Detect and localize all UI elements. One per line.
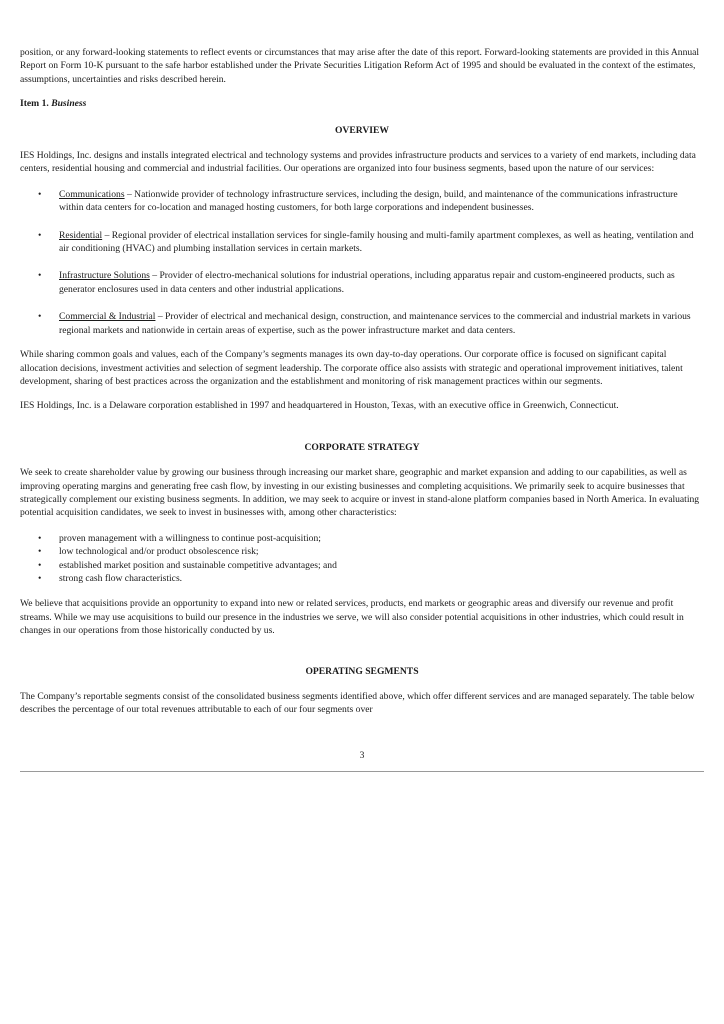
characteristic-item bbox=[20, 572, 704, 585]
item-heading bbox=[20, 97, 704, 110]
segment-description: – Regional provider of electrical installation services for single-family housing and multi-family apartment complexes, as well as heating, ventilation and air conditioning (HVAC) and plumbing installation services in certain markets. bbox=[59, 229, 694, 255]
bullet-icon: • bbox=[38, 532, 42, 544]
page-divider bbox=[20, 771, 704, 772]
item-title: Business bbox=[51, 98, 87, 110]
bullet-icon: • bbox=[38, 311, 42, 323]
incorporation-paragraph: IES Holdings, Inc. is a Delaware corporation established in 1997 and headquartered in Houston, Texas, with an executive office in Greenwich, Connecticut. bbox=[20, 400, 619, 412]
bullet-icon: • bbox=[38, 270, 42, 282]
operating-segments-heading: OPERATING SEGMENTS bbox=[305, 665, 419, 677]
overview-intro: IES Holdings, Inc. designs and installs integrated electrical and technology systems and provides infrastructure products and services to a variety of end markets, including data centers, residential housing and commercial and industrial facilities. Our operations are organized into four business segments, based upon the nature of our services: bbox=[20, 150, 696, 175]
bullet-icon: • bbox=[38, 546, 42, 558]
bullet-icon: • bbox=[38, 229, 42, 241]
segment-list bbox=[20, 188, 704, 337]
item-label: Item 1. bbox=[20, 98, 49, 110]
segment-name: Infrastructure Solutions bbox=[59, 270, 150, 282]
strategy-closing: We believe that acquisitions provide an opportunity to expand into new or related services, products, end markets or geographic areas and diversify our revenue and profit streams. While we may use acquisitions to build our presence in the industries we serve, we will also consider potential acquisitions in other industries, which could result in changes in our operations from those historically conducted by us. bbox=[20, 598, 684, 637]
segment-name: Residential bbox=[59, 229, 103, 241]
characteristic-item bbox=[20, 545, 704, 558]
segment-name: Communications bbox=[59, 188, 125, 200]
characteristics-list bbox=[20, 532, 704, 586]
characteristic-text: low technological and/or product obsolescence risk; bbox=[59, 546, 259, 558]
intro-fragment: position, or any forward-looking statements to reflect events or circumstances that may arise after the date of this report. Forward-looking statements are provided in this Annual Report on Form 10-K pursuant to the safe harbor established under the Private Securities Litigation Reform Act of 1995 and should be evaluated in the context of the estimates, assumptions, uncertainties and risks described herein. bbox=[20, 47, 700, 85]
bullet-icon: • bbox=[38, 188, 42, 200]
segment-item-infrastructure-solutions bbox=[20, 269, 704, 296]
corporate-strategy-heading: CORPORATE STRATEGY bbox=[304, 441, 420, 453]
characteristic-text: strong cash flow characteristics. bbox=[59, 572, 183, 584]
strategy-intro: We seek to create shareholder value by growing our business through increasing our market share, geographic and market expansion and adding to our capabilities, as well as improving operating margins and generating free cash flow, by investing in our existing businesses and completing acquisitions. We primarily seek to acquire businesses that strategically complement our existing business segments. In addition, we may seek to acquire or invest in stand-alone platform companies based in North America. In evaluating potential acquisition candidates, we seek to invest in businesses with, among other characteristics: bbox=[20, 467, 700, 519]
characteristic-text: established market position and sustainable competitive advantages; and bbox=[59, 559, 337, 571]
page-number: 3 bbox=[359, 749, 365, 761]
characteristic-text: proven management with a willingness to continue post-acquisition; bbox=[59, 532, 321, 544]
segment-item-residential bbox=[20, 229, 704, 256]
operating-segments-intro: The Company’s reportable segments consist of the consolidated business segments identified above, which offer different services and are managed separately. The table below describes the percentage of our total revenues attributable to each of our four segments over bbox=[20, 691, 695, 716]
segment-description: – Provider of electro-mechanical solutions for industrial operations, including apparatus repair and custom-engineered products, such as generator enclosures used in data centers and other industrial applications. bbox=[59, 270, 675, 295]
segment-item-commercial-industrial bbox=[20, 310, 704, 337]
shared-goals-paragraph: While sharing common goals and values, each of the Company’s segments manages its own day-to-day operations. Our corporate office is focused on significant capital allocation decisions, investment activities and selection of segment leadership. The corporate office also assists with strategic and operational improvement initiatives, talent development, sharing of best practices across the organization and the establishment and monitoring of risk management practices within our segments. bbox=[20, 349, 683, 387]
characteristic-item bbox=[20, 532, 704, 545]
bullet-icon: • bbox=[38, 559, 42, 571]
overview-heading: OVERVIEW bbox=[334, 124, 390, 136]
segment-item-communications bbox=[20, 188, 704, 215]
characteristic-item bbox=[20, 559, 704, 572]
segment-description: – Provider of electrical and mechanical design, construction, and maintenance services to the commercial and industrial markets in various regional markets and nationwide in certain areas of expertise, such as the power infrastructure market and data centers. bbox=[59, 311, 691, 336]
segment-description: – Nationwide provider of technology infrastructure services, including the design, build, and maintenance of the communications infrastructure within data centers for co-location and managed hosting customers, for both large corporations and independent businesses. bbox=[59, 188, 678, 214]
segment-name: Commercial & Industrial bbox=[59, 311, 156, 323]
bullet-icon: • bbox=[38, 572, 42, 584]
